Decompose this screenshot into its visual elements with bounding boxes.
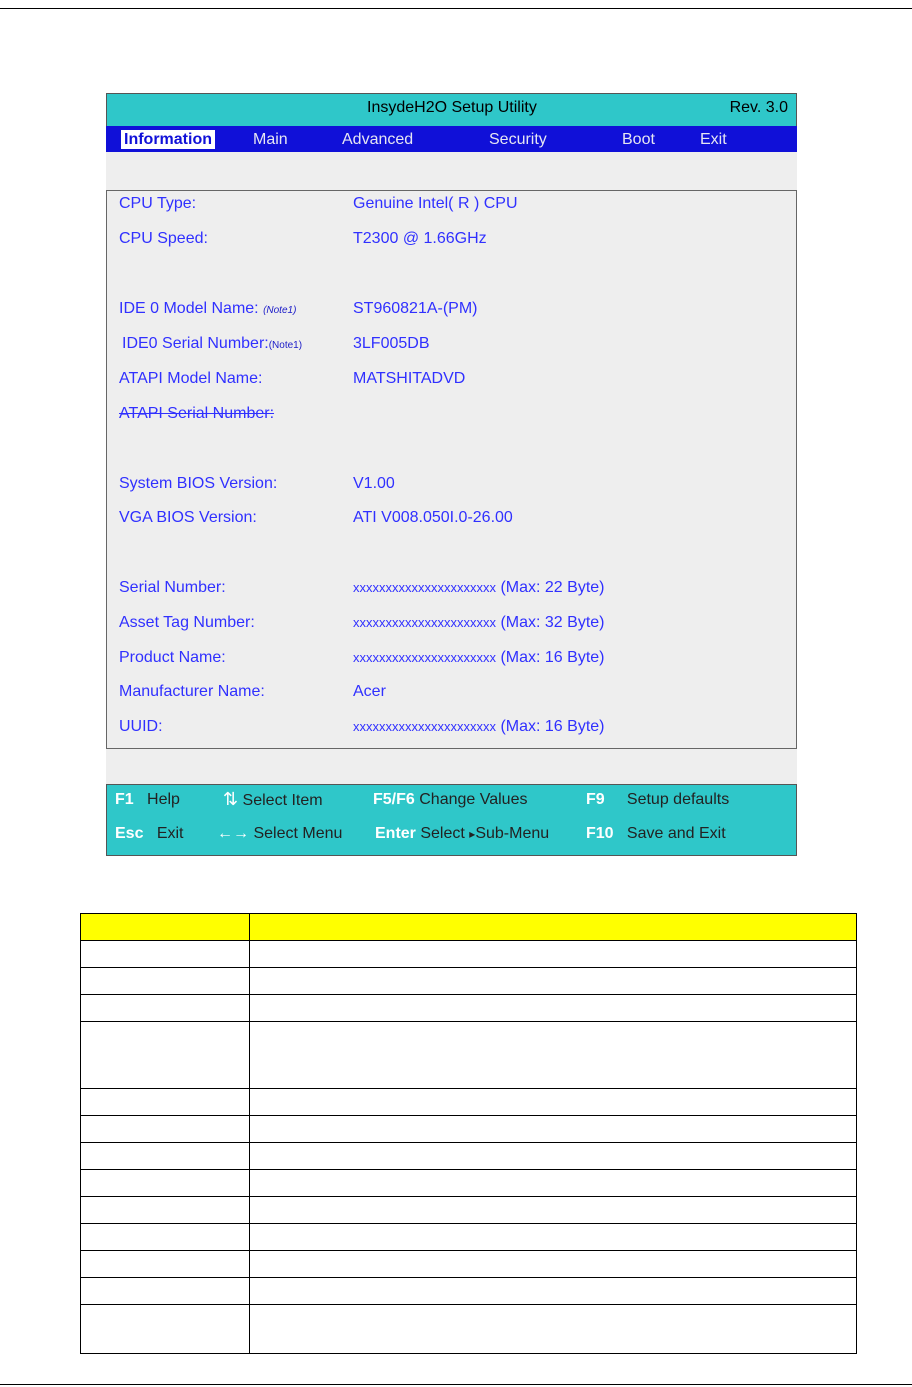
table-header-cell bbox=[81, 914, 250, 941]
ide0-serial-value: 3LF005DB bbox=[353, 335, 430, 352]
ide0-serial-label-group bbox=[122, 335, 302, 353]
uuid-label: UUID: bbox=[119, 718, 163, 735]
cpu-type-label: CPU Type: bbox=[119, 195, 197, 212]
help-select-menu bbox=[217, 825, 342, 843]
help-enter bbox=[375, 825, 549, 843]
table-row bbox=[81, 1143, 857, 1170]
select-menu-text: Select Menu bbox=[253, 825, 343, 842]
esc-text: Exit bbox=[156, 825, 184, 842]
revision-label: Rev. 3.0 bbox=[729, 99, 788, 116]
asset-tag-max: (Max: 32 Byte) bbox=[500, 614, 605, 631]
table-row bbox=[81, 1224, 857, 1251]
ide0-model-label: IDE 0 Model Name: bbox=[119, 300, 259, 317]
asset-tag-value bbox=[353, 614, 604, 632]
help-f9 bbox=[586, 791, 729, 809]
parameter-table bbox=[80, 913, 857, 1354]
left-right-arrows-icon: ←→ bbox=[217, 825, 249, 842]
f5f6-text: Change Values bbox=[419, 791, 528, 808]
tab-advanced[interactable]: Advanced bbox=[342, 131, 414, 148]
help-select-item bbox=[223, 789, 323, 810]
system-bios-label: System BIOS Version: bbox=[119, 475, 278, 492]
top-rule bbox=[0, 8, 912, 9]
system-bios-value: V1.00 bbox=[353, 475, 395, 492]
f9-key: F9 bbox=[586, 791, 605, 808]
f5f6-key: F5/F6 bbox=[373, 791, 415, 808]
help-f5f6 bbox=[373, 791, 527, 809]
bottom-rule bbox=[0, 1384, 912, 1385]
f1-text: Help bbox=[147, 791, 180, 808]
product-name-label: Product Name: bbox=[119, 649, 226, 666]
serial-number-label: Serial Number: bbox=[119, 579, 226, 596]
atapi-model-label: ATAPI Model Name: bbox=[119, 370, 263, 387]
vga-bios-label: VGA BIOS Version: bbox=[119, 509, 257, 526]
uuid-value bbox=[353, 718, 604, 736]
enter-text: Select bbox=[420, 825, 465, 842]
table-row bbox=[81, 1197, 857, 1224]
help-f10 bbox=[586, 825, 726, 843]
up-down-arrows-icon: ⇅ bbox=[223, 789, 239, 809]
serial-number-placeholder: xxxxxxxxxxxxxxxxxxxxxx bbox=[353, 580, 496, 595]
title-bar bbox=[106, 93, 797, 127]
atapi-serial-label: ATAPI Serial Number: bbox=[119, 405, 275, 422]
tab-security[interactable]: Security bbox=[489, 131, 547, 148]
table-row bbox=[81, 1251, 857, 1278]
table-row bbox=[81, 1170, 857, 1197]
cpu-speed-label: CPU Speed: bbox=[119, 230, 208, 247]
enter-key: Enter bbox=[375, 825, 416, 842]
menu-spacer bbox=[106, 152, 797, 190]
asset-tag-label: Asset Tag Number: bbox=[119, 614, 255, 631]
submenu-text: Sub-Menu bbox=[475, 825, 550, 842]
esc-key: Esc bbox=[115, 825, 144, 842]
f10-text: Save and Exit bbox=[626, 825, 726, 842]
information-panel bbox=[106, 190, 797, 749]
asset-tag-placeholder: xxxxxxxxxxxxxxxxxxxxxx bbox=[353, 615, 496, 630]
atapi-model-value: MATSHITADVD bbox=[353, 370, 466, 387]
cpu-type-value: Genuine Intel( R ) CPU bbox=[353, 195, 518, 212]
cpu-speed-value: T2300 @ 1.66GHz bbox=[353, 230, 487, 247]
table-header-row bbox=[81, 914, 857, 941]
tab-information[interactable]: Information bbox=[121, 130, 215, 149]
ide0-serial-label: IDE0 Serial Number: bbox=[122, 335, 269, 352]
menu-bar bbox=[106, 126, 797, 152]
vga-bios-value: ATI V008.050I.0-26.00 bbox=[353, 509, 513, 526]
tab-exit[interactable]: Exit bbox=[700, 131, 727, 148]
table-row bbox=[81, 968, 857, 995]
help-f1 bbox=[115, 791, 180, 809]
table-header-cell bbox=[250, 914, 857, 941]
f1-key: F1 bbox=[115, 791, 134, 808]
window-title: InsydeH2O Setup Utility bbox=[367, 99, 537, 116]
uuid-placeholder: xxxxxxxxxxxxxxxxxxxxxx bbox=[353, 719, 496, 734]
table-row bbox=[81, 941, 857, 968]
tab-main[interactable]: Main bbox=[253, 131, 288, 148]
table-row bbox=[81, 1116, 857, 1143]
table-row bbox=[81, 1278, 857, 1305]
submenu-arrow-icon: ▸ bbox=[469, 827, 476, 841]
tab-boot[interactable]: Boot bbox=[622, 131, 655, 148]
serial-number-max: (Max: 22 Byte) bbox=[500, 579, 605, 596]
manufacturer-value: Acer bbox=[353, 683, 386, 700]
ide0-serial-note: (Note1) bbox=[268, 340, 303, 351]
select-item-text: Select Item bbox=[242, 792, 323, 809]
product-name-placeholder: xxxxxxxxxxxxxxxxxxxxxx bbox=[353, 650, 496, 665]
ide0-model-note: (Note1) bbox=[263, 305, 297, 316]
manufacturer-label: Manufacturer Name: bbox=[119, 683, 265, 700]
product-name-max: (Max: 16 Byte) bbox=[500, 649, 605, 666]
table-row bbox=[81, 995, 857, 1022]
ide0-model-value: ST960821A-(PM) bbox=[353, 300, 478, 317]
product-name-value bbox=[353, 649, 604, 667]
table-row bbox=[81, 1022, 857, 1089]
f10-key: F10 bbox=[586, 825, 614, 842]
help-esc bbox=[115, 825, 183, 843]
help-bar bbox=[106, 784, 797, 856]
serial-number-value bbox=[353, 579, 604, 597]
table-row bbox=[81, 1305, 857, 1354]
table-row bbox=[81, 1089, 857, 1116]
bios-setup-window bbox=[106, 93, 797, 855]
uuid-max: (Max: 16 Byte) bbox=[500, 718, 605, 735]
f9-text: Setup defaults bbox=[626, 791, 730, 808]
help-spacer bbox=[106, 749, 797, 784]
ide0-model-label-group bbox=[119, 300, 296, 318]
